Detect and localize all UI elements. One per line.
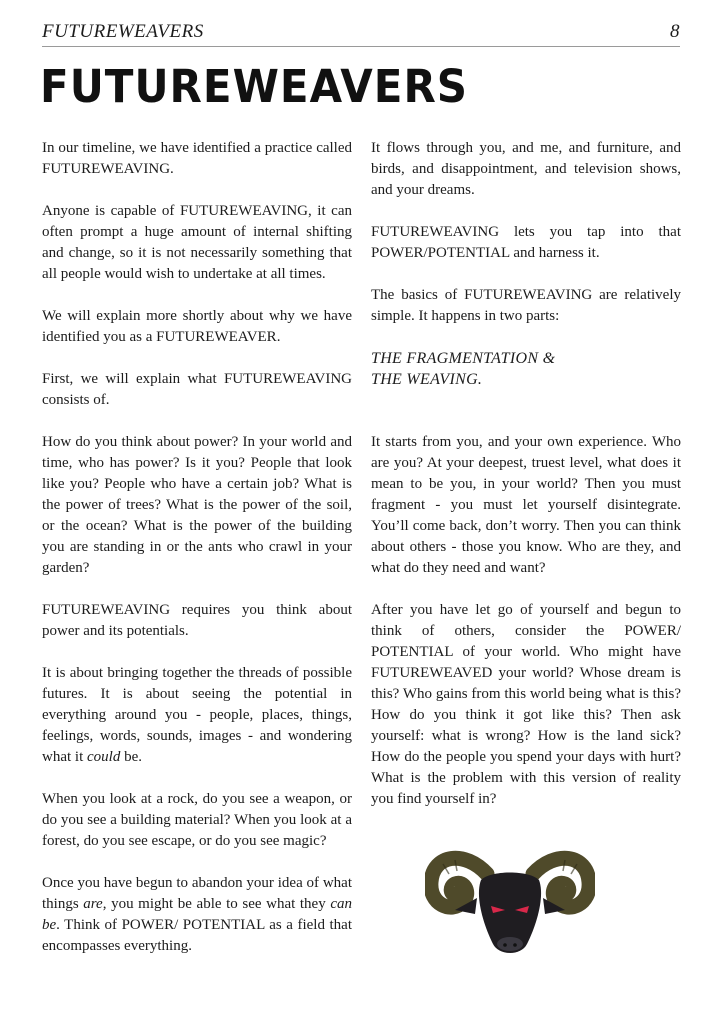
paragraph: FUTUREWEAVING requires you think about power and its potentials. (42, 602, 352, 639)
paragraph: It flows through you, and me, and furniture, and birds, and disappointment, and television shows, and your dreams. (371, 140, 681, 198)
paragraph: How do you think about power? In your world and time, who has power? Is it you? People that look like you? People who have a certain job? What is the power of trees? What is the power of the soil, or the ocean? What is the power of the building you are standing in or the ants who crawl in your garden? (42, 434, 352, 576)
paragraph (42, 873, 352, 957)
subheading-line: THE FRAGMENTATION & (371, 350, 556, 367)
right-column (371, 138, 681, 831)
paragraph (42, 663, 352, 768)
paragraph: Anyone is capable of FUTUREWEAVING, it can often prompt a huge amount of internal shifting and change, so it is not necessarily something that all people would wish to undertake at all times. (42, 203, 352, 282)
subheading-line: THE WEAVING. (371, 371, 483, 388)
running-header (42, 18, 680, 47)
section-subheading (371, 348, 681, 390)
page-number: 8 (670, 21, 680, 42)
paragraph: The basics of FUTUREWEAVING are relatively simple. It happens in two parts: (371, 287, 681, 324)
page-title: FUTUREWEAVERS (40, 60, 469, 113)
nose (497, 937, 523, 951)
text-run: . Think of POWER/ POTENTIAL as a field that encompasses everything. (42, 917, 352, 954)
paragraph: First, we will explain what FUTUREWEAVING consists of. (42, 371, 352, 408)
paragraph: After you have let go of yourself and begun to think of others, consider the POWER/ POTENTIAL of your world. Who might have FUTUREWEAVED your world? Whose dream is this? Who gains from this world being what is this? How do you think it got like this? Then ask yourself: what is wrong? How is the land sick? How do the people you spend your days with hurt? What is the problem with this version of reality you find yourself in? (371, 602, 681, 807)
text-run: , you might be able to see what they (102, 896, 331, 912)
running-title: FUTUREWEAVERS (42, 21, 204, 42)
emphasis: could (87, 749, 121, 765)
paragraph: We will explain more shortly about why we have identified you as a FUTUREWEAVER. (42, 308, 352, 345)
paragraph: When you look at a rock, do you see a weapon, or do you see a building material? When you look at a forest, do you see escape, or do you see magic? (42, 791, 352, 849)
text-run: It is about bringing together the threads of possible futures. It is about seeing the potential in everything around you - people, places, things, feelings, words, sounds, images - and wondering what it (42, 665, 352, 765)
emphasis: are (83, 896, 103, 912)
ram-head-icon (425, 840, 595, 965)
paragraph: It starts from you, and your own experience. Who are you? At your deepest, truest level, what does it mean to be you, in your world? Then you must fragment - you must let yourself disintegrate. You’ll come back, don’t worry. Then you can think about others - those you know. Who are they, and what do they need and want? (371, 434, 681, 576)
emphasis: can be (42, 896, 352, 933)
left-column (42, 138, 352, 978)
left-horn (431, 858, 487, 907)
text-run: Once you have begun to abandon your idea of what things (42, 875, 352, 912)
text-run: be. (120, 749, 142, 765)
right-horn (533, 858, 589, 907)
paragraph: In our timeline, we have identified a practice called FUTUREWEAVING. (42, 140, 352, 177)
paragraph: FUTUREWEAVING lets you tap into that POWER/POTENTIAL and harness it. (371, 224, 681, 261)
